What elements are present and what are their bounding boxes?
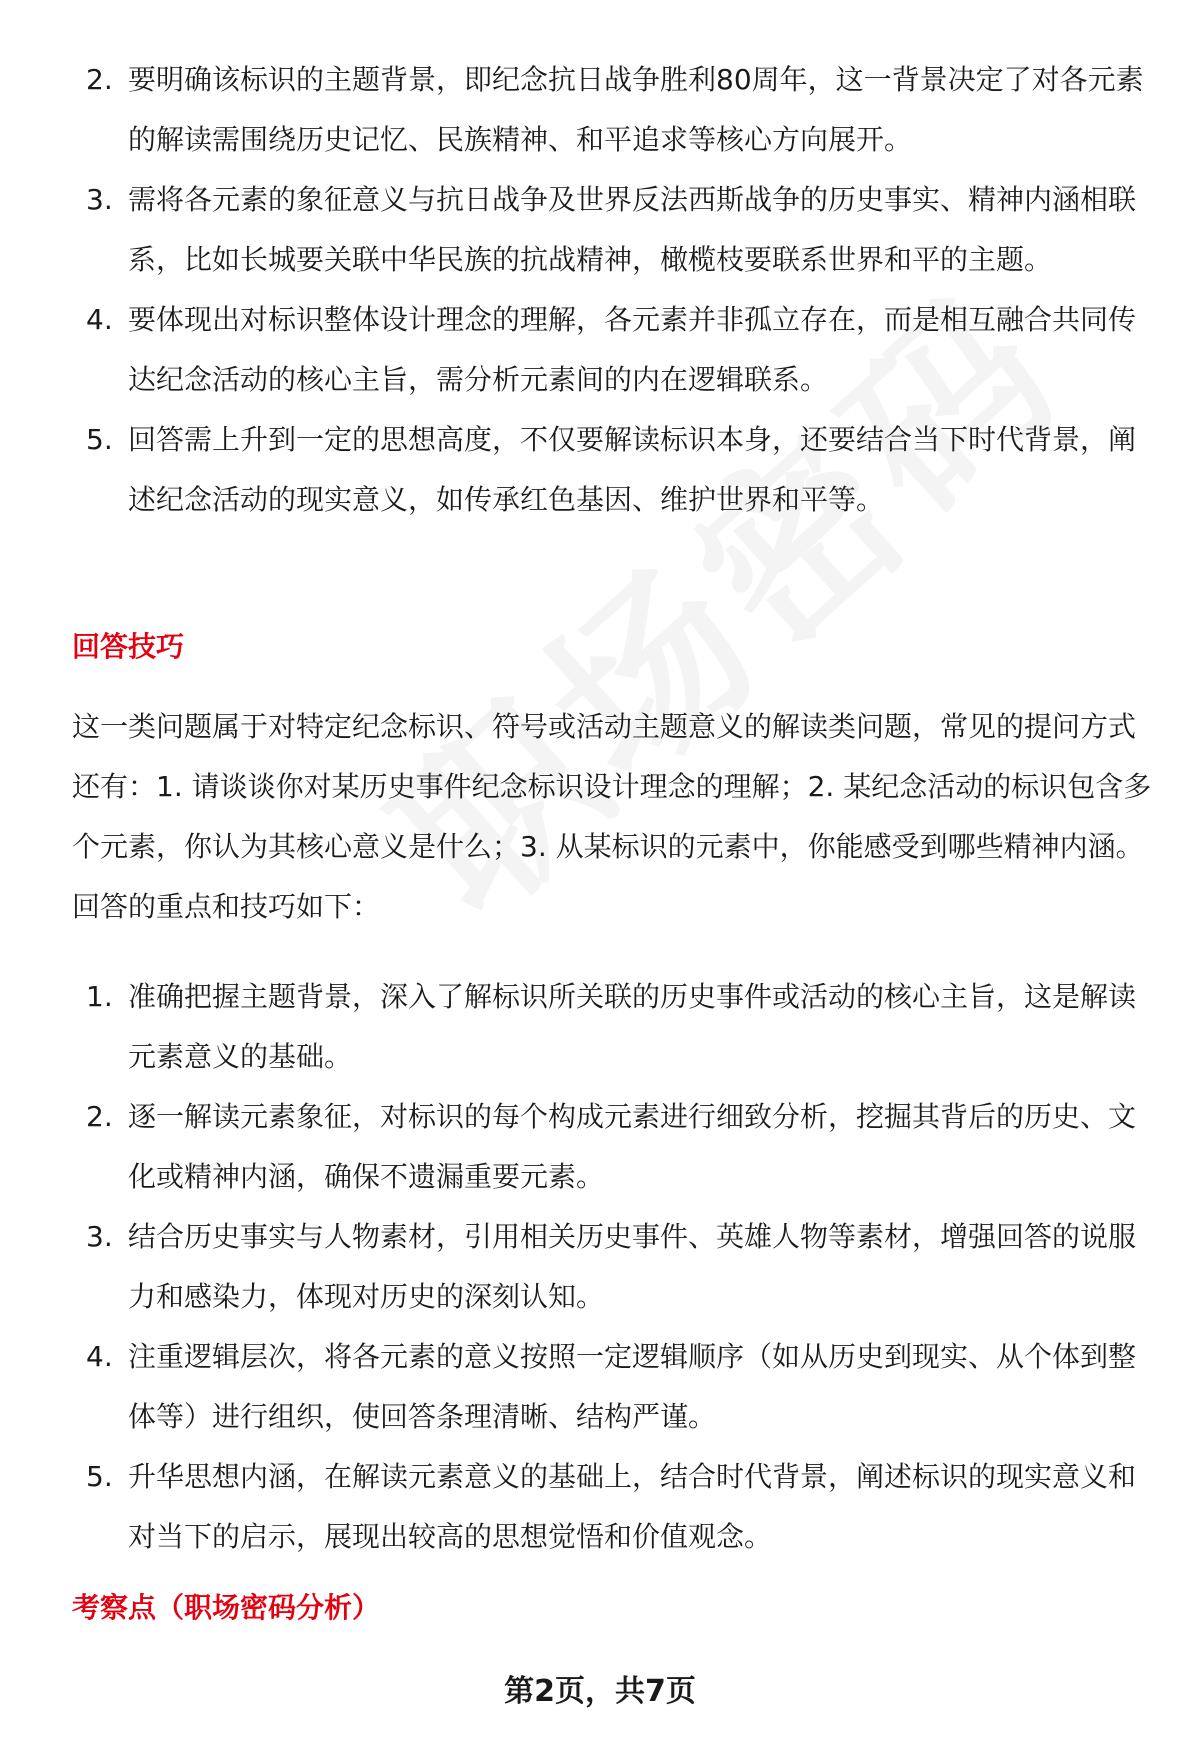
list-item [0, 410, 1200, 530]
section-heading-points: 考察点（职场密码分析） [72, 1591, 381, 1624]
list-item [0, 290, 1200, 410]
list-item-text: 回答需上升到一定的思想高度，不仅要解读标识本身，还要结合当下时代背景，阐述纪念活动的现实意义，如传承红色基因、维护世界和平等。 [128, 423, 1137, 516]
list-item-number: 4. [86, 303, 113, 336]
list-item-number: 1. [86, 980, 113, 1013]
page-number: 第2页，共7页 [504, 1674, 696, 1709]
top-list [0, 50, 1200, 530]
list-item [0, 967, 1200, 1087]
list-item-text: 准确把握主题背景，深入了解标识所关联的历史事件或活动的核心主旨，这是解读元素意义的基础。 [128, 980, 1137, 1073]
list-item [0, 1327, 1200, 1447]
list-item-text: 要体现出对标识整体设计理念的理解，各元素并非孤立存在，而是相互融合共同传达纪念活动的核心主旨，需分析元素间的内在逻辑联系。 [128, 303, 1137, 396]
list-item-text: 注重逻辑层次，将各元素的意义按照一定逻辑顺序（如从历史到现实、从个体到整体等）进行组织，使回答条理清晰、结构严谨。 [128, 1340, 1137, 1433]
list-item-number: 3. [86, 1220, 113, 1253]
list-item-text: 结合历史事实与人物素材，引用相关历史事件、英雄人物等素材，增强回答的说服力和感染力，体现对历史的深刻认知。 [128, 1220, 1137, 1313]
list-item-text: 逐一解读元素象征，对标识的每个构成元素进行细致分析，挖掘其背后的历史、文化或精神内涵，确保不遗漏重要元素。 [128, 1100, 1137, 1193]
list-item-text: 要明确该标识的主题背景，即纪念抗日战争胜利80周年，这一背景决定了对各元素的解读需围绕历史记忆、民族精神、和平追求等核心方向展开。 [128, 63, 1144, 156]
tips-list [0, 967, 1200, 1567]
list-item [0, 170, 1200, 290]
section-heading-tips: 回答技巧 [72, 630, 185, 663]
list-item-number: 2. [86, 63, 113, 96]
list-item-text: 升华思想内涵，在解读元素意义的基础上，结合时代背景，阐述标识的现实意义和对当下的启示，展现出较高的思想觉悟和价值观念。 [128, 1460, 1137, 1553]
list-item-number: 4. [86, 1340, 113, 1373]
list-item-number: 5. [86, 423, 113, 456]
list-item [0, 1087, 1200, 1207]
list-item-number: 3. [86, 183, 113, 216]
list-item-number: 2. [86, 1100, 113, 1133]
tips-intro-paragraph: 这一类问题属于对特定纪念标识、符号或活动主题意义的解读类问题，常见的提问方式还有：1. 请谈谈你对某历史事件纪念标识设计理念的理解；2. 某纪念活动的标识包含多个元素，你认为其核心意义是什么；3. 从某标识的元素中，你能感受到哪些精神内涵。 回答的重点和技巧如下： [72, 710, 1152, 923]
list-item-number: 5. [86, 1460, 113, 1493]
list-item [0, 1207, 1200, 1327]
list-item [0, 1447, 1200, 1567]
list-item [0, 50, 1200, 170]
list-item-text: 需将各元素的象征意义与抗日战争及世界反法西斯战争的历史事实、精神内涵相联系，比如长城要关联中华民族的抗战精神，橄榄枝要联系世界和平的主题。 [128, 183, 1137, 276]
